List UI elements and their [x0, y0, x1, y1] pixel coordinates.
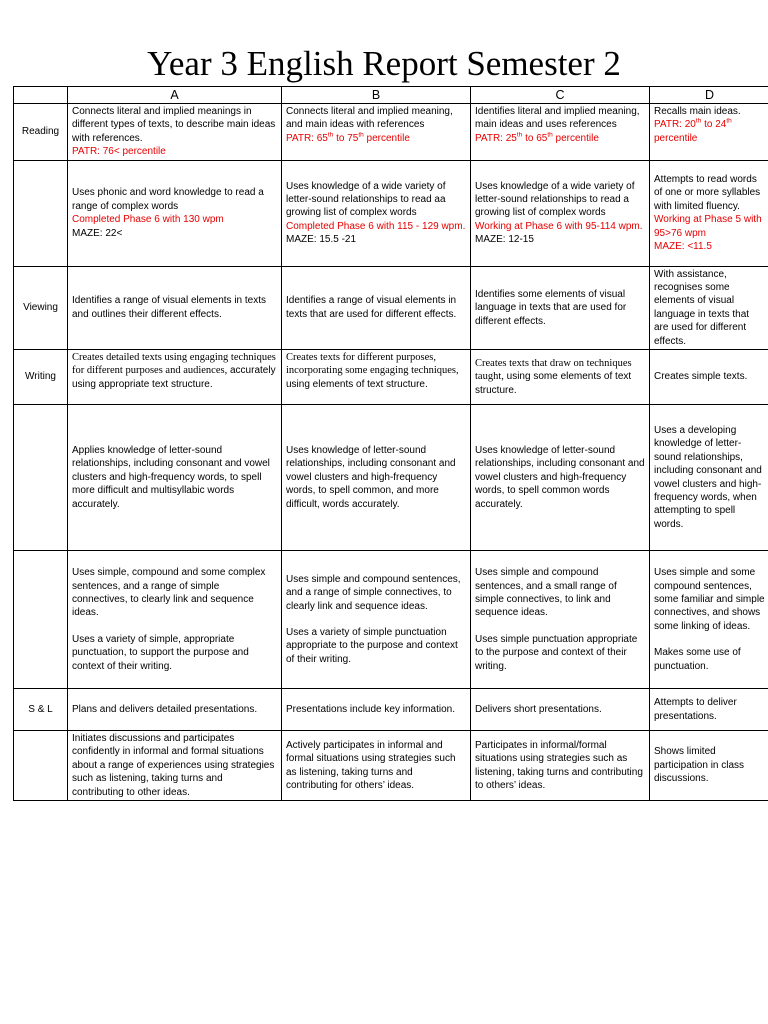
reading-2-c: Uses knowledge of a wide variety of letter-sound relationships to read a growing list of complex words Working at Phase 6 with 95-114 wpm. MAZE: 12-15 [471, 160, 650, 266]
viewing-b: Identifies a range of visual elements in texts that are used for different effects. [282, 266, 471, 349]
speaking-2-d: Shows limited participation in class discussions. [650, 731, 768, 801]
category-empty [14, 160, 68, 266]
category-empty [14, 731, 68, 801]
header-blank [14, 87, 68, 104]
reading-2-a: Uses phonic and word knowledge to read a range of complex words Completed Phase 6 with 130 wpm MAZE: 22< [68, 160, 282, 266]
writing-1-b: Creates texts for different purposes, incorporating some engaging techniques, using elements of text structure. [282, 350, 471, 405]
viewing-row [14, 266, 768, 349]
writing-3-d: Uses simple and some compound sentences, some familiar and simple connectives, and shows some linking of ideas. Makes some use of punctuation. [650, 551, 768, 689]
speaking-2-c: Participates in informal/formal situations using strategies such as listening, taking turns and contributing to others’ ideas. [471, 731, 650, 801]
writing-row-2 [14, 405, 768, 551]
reading-row-1 [14, 104, 768, 161]
writing-1-d: Creates simple texts. [650, 350, 768, 405]
speaking-2-a: Initiates discussions and participates confidently in informal and formal situations about a range of experiences using strategies such as listening, taking turns and contributing to other ideas. [68, 731, 282, 801]
category-writing: Writing [14, 350, 68, 405]
viewing-d: With assistance, recognises some elements of visual language in texts that are used for different effects. [650, 266, 768, 349]
speaking-row-1 [14, 689, 768, 731]
header-d: D [650, 87, 768, 104]
reading-1-a: Connects literal and implied meanings in different types of texts, to describe main ideas with references. PATR: 76< percentile [68, 104, 282, 161]
viewing-a: Identifies a range of visual elements in texts and outlines their different effects. [68, 266, 282, 349]
writing-2-b: Uses knowledge of letter-sound relationships, including consonant and vowel clusters and high-frequency words, to spell common, and more difficult, words accurately. [282, 405, 471, 551]
viewing-c: Identifies some elements of visual language in texts that are used for different effects. [471, 266, 650, 349]
writing-3-c: Uses simple and compound sentences, and a small range of simple connectives, to link and sequence ideas. Uses simple punctuation appropriate to the purpose and context of their writing. [471, 551, 650, 689]
writing-3-b: Uses simple and compound sentences, and a range of simple connectives, to clearly link and sequence ideas. Uses a variety of simple punctuation appropriate to the purpose and context of their writing. [282, 551, 471, 689]
category-empty [14, 551, 68, 689]
speaking-1-a: Plans and delivers detailed presentations. [68, 689, 282, 731]
speaking-1-d: Attempts to deliver presentations. [650, 689, 768, 731]
category-empty [14, 405, 68, 551]
writing-1-a: Creates detailed texts using engaging techniques for different purposes and audiences, accurately using appropriate text structure. [68, 350, 282, 405]
category-viewing: Viewing [14, 266, 68, 349]
patr-range: PATR: 20th to 24th percentile [654, 118, 732, 144]
category-speaking-listening: S & L [14, 689, 68, 731]
writing-2-d: Uses a developing knowledge of letter-sound relationships, including consonant and vowel clusters and high-frequency words, when attempting to spell words. [650, 405, 768, 551]
writing-3-a: Uses simple, compound and some complex sentences, and a range of simple connectives, to clearly link and sequence ideas. Uses a variety of simple, appropriate punctuation, to support the purpose and context of their writing. [68, 551, 282, 689]
header-a: A [68, 87, 282, 104]
patr-range: PATR: 65th to 75th percentile [286, 131, 410, 144]
writing-2-a: Applies knowledge of letter-sound relationships, including consonant and vowel clusters and high-frequency words, to spell more difficult and multisyllabic words accurately. [68, 405, 282, 551]
writing-row-1 [14, 350, 768, 405]
header-row [14, 87, 768, 104]
reading-1-c: Identifies literal and implied meaning, main ideas and uses references PATR: 25th to 65th percentile [471, 104, 650, 161]
writing-1-c: Creates texts that draw on techniques taught, using some elements of text structure. [471, 350, 650, 405]
speaking-row-2 [14, 731, 768, 801]
speaking-1-b: Presentations include key information. [282, 689, 471, 731]
page-title: Year 3 English Report Semester 2 [147, 44, 621, 83]
writing-2-c: Uses knowledge of letter-sound relationships, including consonant and vowel clusters and high-frequency words, to spell common words accurately. [471, 405, 650, 551]
reading-2-b: Uses knowledge of a wide variety of letter-sound relationships to read aa growing list of complex words Completed Phase 6 with 115 - 129 wpm. MAZE: 15.5 -21 [282, 160, 471, 266]
header-b: B [282, 87, 471, 104]
report-rubric-table [13, 86, 768, 801]
reading-2-d: Attempts to read words of one or more syllables with limited fluency. Working at Phase 5 with 95>76 wpm MAZE: <11.5 [650, 160, 768, 266]
reading-1-d: Recalls main ideas. PATR: 20th to 24th percentile [650, 104, 768, 161]
speaking-2-b: Actively participates in informal and formal situations using strategies such as listening, taking turns and contributing for others’ ideas. [282, 731, 471, 801]
reading-1-b: Connects literal and implied meaning, and main ideas with references PATR: 65th to 75th percentile [282, 104, 471, 161]
category-reading: Reading [14, 104, 68, 161]
speaking-1-c: Delivers short presentations. [471, 689, 650, 731]
writing-row-3 [14, 551, 768, 689]
header-c: C [471, 87, 650, 104]
reading-row-2 [14, 160, 768, 266]
patr-range: PATR: 25th to 65th percentile [475, 131, 599, 144]
